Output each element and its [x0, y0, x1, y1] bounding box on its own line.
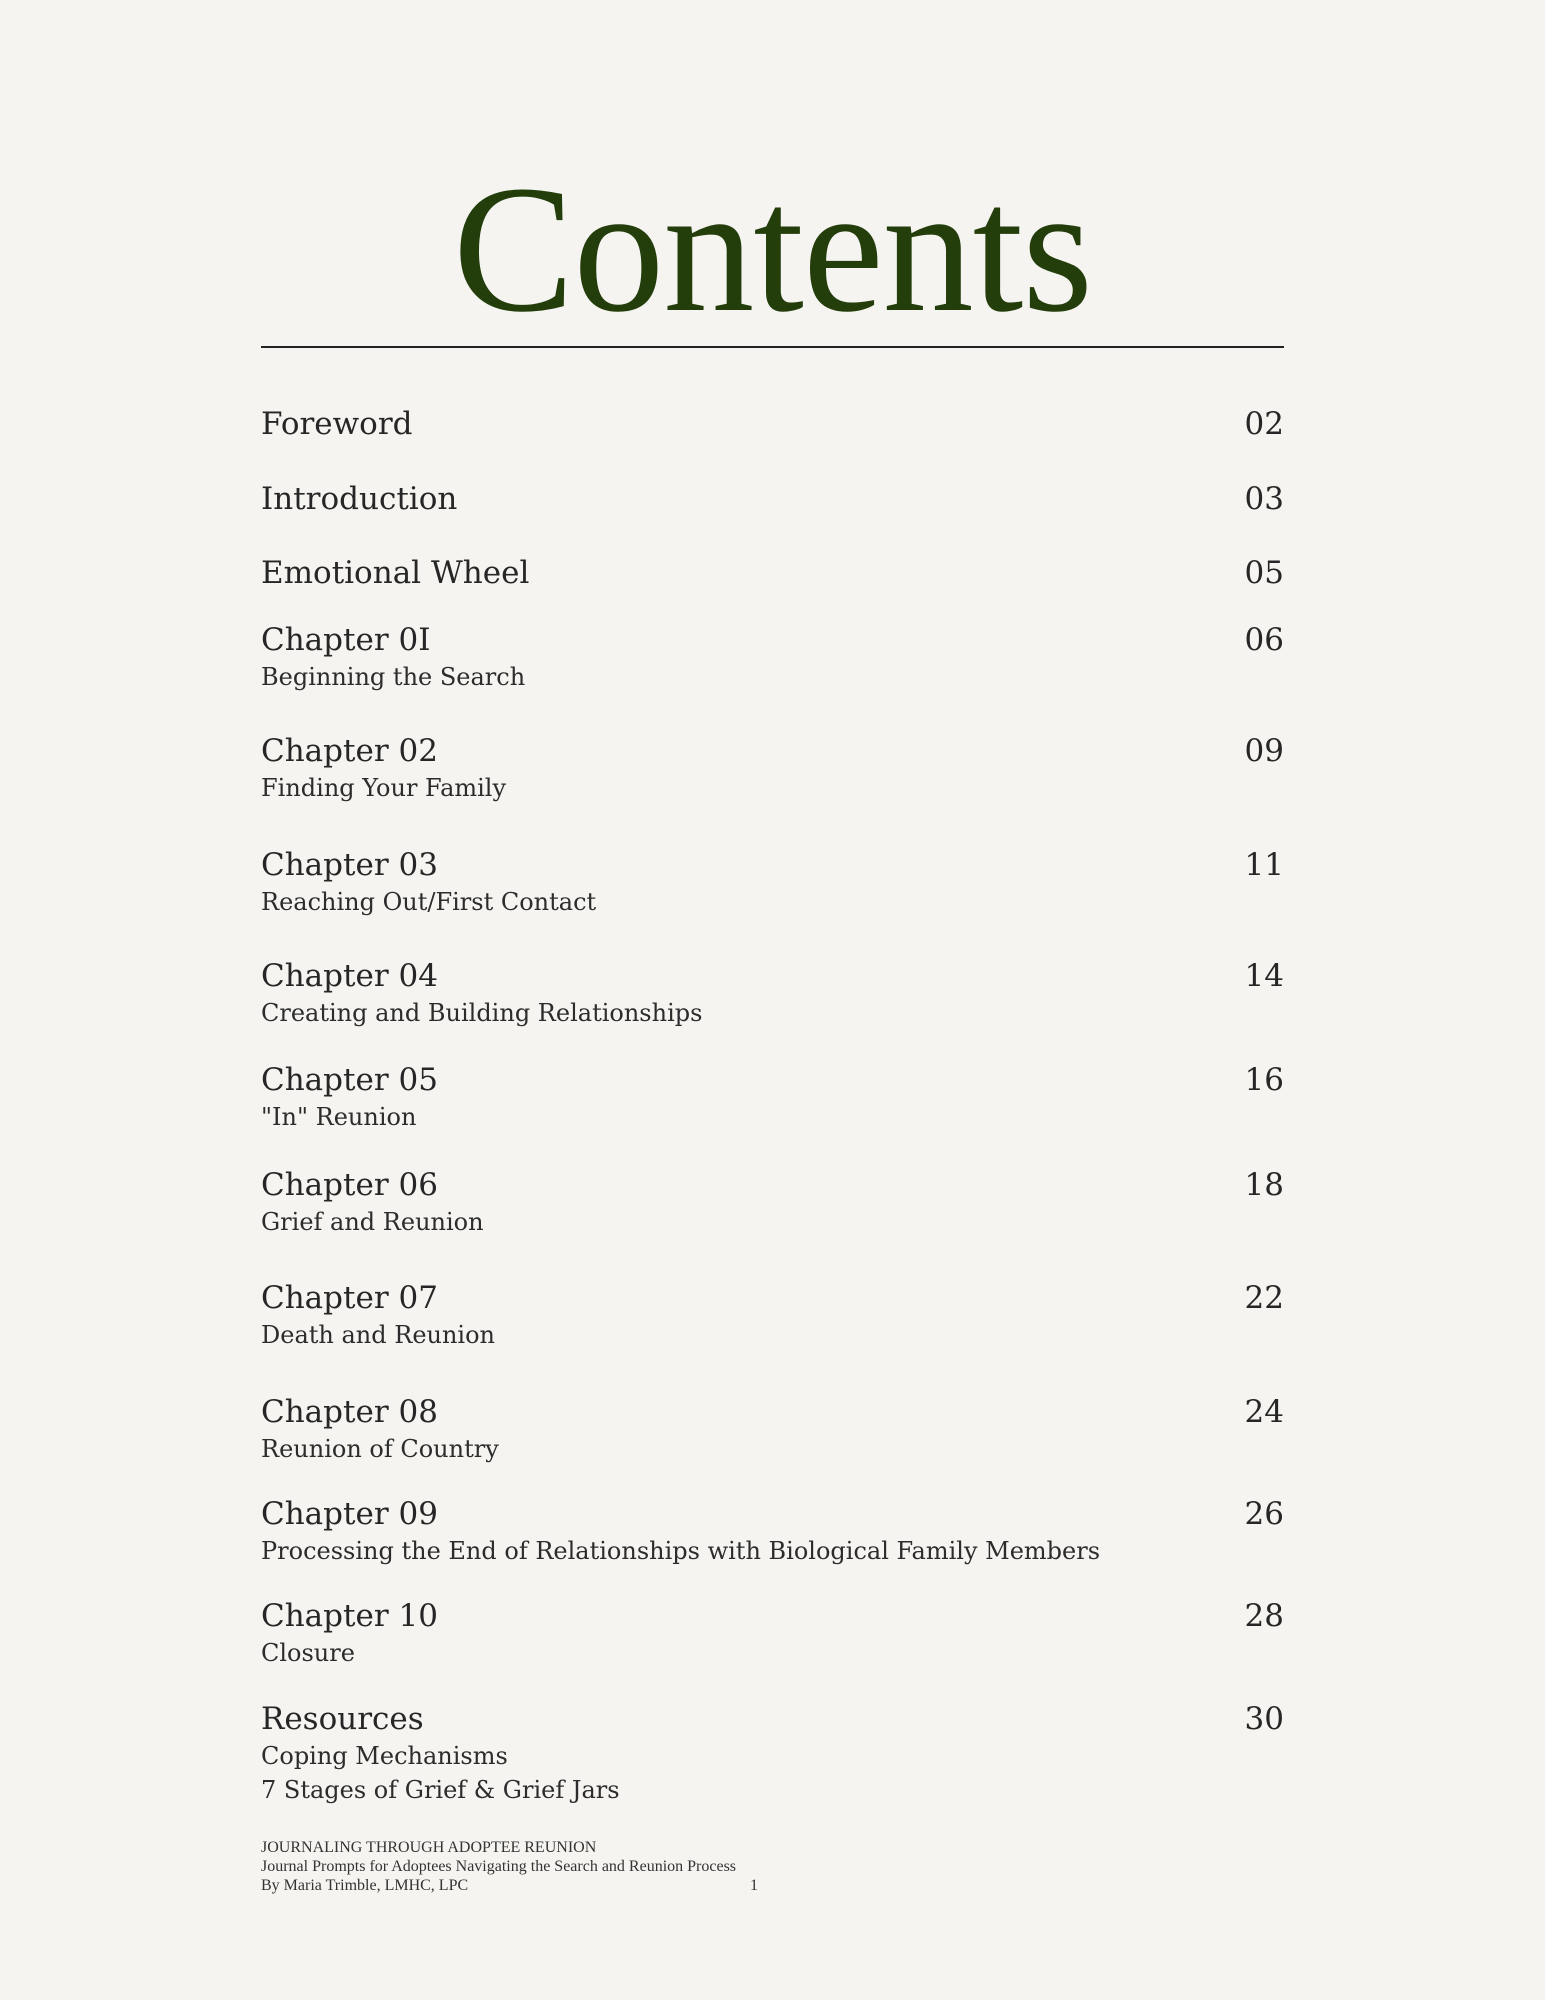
toc-entry-title: Chapter 03 — [261, 847, 438, 883]
toc-entry — [261, 620, 1284, 694]
toc-entry-title: Chapter 07 — [261, 1280, 438, 1316]
toc-entry — [261, 845, 1284, 919]
toc-entry-page-number: 11 — [1244, 847, 1284, 883]
toc-entry-page-number: 03 — [1244, 481, 1284, 517]
page-number: 1 — [750, 1877, 758, 1894]
toc-entry-subtitle: Closure — [261, 1639, 355, 1667]
toc-entry — [261, 1278, 1284, 1352]
toc-entry — [261, 1165, 1284, 1239]
toc-entry — [261, 1596, 1284, 1670]
table-of-contents — [261, 0, 1284, 1850]
toc-entry-subtitle: Creating and Building Relationships — [261, 999, 703, 1027]
toc-entry-title: Resources — [261, 1701, 424, 1737]
toc-entry — [261, 404, 1284, 444]
toc-entry-page-number: 09 — [1244, 733, 1284, 769]
toc-entry-subtitle: Beginning the Search — [261, 663, 526, 691]
toc-entry-page-number: 30 — [1244, 1701, 1284, 1737]
page-title: Contents — [452, 149, 1093, 350]
footer-book-title: JOURNALING THROUGH ADOPTEE REUNION — [261, 1839, 597, 1856]
toc-entry-subtitle: "In" Reunion — [261, 1103, 417, 1131]
toc-entry-subtitle: 7 Stages of Grief & Grief Jars — [261, 1776, 620, 1804]
toc-entry-title: Chapter 04 — [261, 958, 438, 994]
toc-entry-page-number: 02 — [1244, 406, 1284, 442]
toc-entry-title: Chapter 0I — [261, 622, 431, 658]
toc-entry-subtitle: Death and Reunion — [261, 1321, 496, 1349]
toc-entry-title: Chapter 05 — [261, 1062, 438, 1098]
toc-entry-subtitle: Reaching Out/First Contact — [261, 888, 597, 916]
toc-entry-subtitle: Grief and Reunion — [261, 1208, 484, 1236]
toc-entry-page-number: 16 — [1244, 1062, 1284, 1098]
toc-entry — [261, 1699, 1284, 1807]
toc-entry-page-number: 06 — [1244, 622, 1284, 658]
toc-entry-page-number: 26 — [1244, 1496, 1284, 1532]
toc-entry-title: Emotional Wheel — [261, 555, 530, 591]
toc-entry-title: Chapter 08 — [261, 1394, 438, 1430]
toc-entry-page-number: 18 — [1244, 1167, 1284, 1203]
toc-entry — [261, 1494, 1284, 1568]
toc-entry — [261, 479, 1284, 519]
toc-entry-subtitle: Processing the End of Relationships with Biological Family Members — [261, 1537, 1101, 1565]
toc-entry-page-number: 22 — [1244, 1280, 1284, 1316]
toc-entry — [261, 1060, 1284, 1134]
toc-entry — [261, 731, 1284, 805]
toc-entry-title: Chapter 02 — [261, 733, 438, 769]
footer-book-subtitle: Journal Prompts for Adoptees Navigating the Search and Reunion Process — [261, 1858, 737, 1875]
toc-entry-page-number: 05 — [1244, 555, 1284, 591]
toc-entry-subtitle: Finding Your Family — [261, 774, 507, 802]
footer — [261, 1838, 861, 1895]
toc-entry-title: Chapter 09 — [261, 1496, 438, 1532]
toc-entry — [261, 553, 1284, 593]
toc-entry-subtitle: Coping Mechanisms — [261, 1742, 508, 1770]
toc-entry-page-number: 28 — [1244, 1598, 1284, 1634]
footer-author: By Maria Trimble, LMHC, LPC — [261, 1877, 469, 1894]
toc-entry-page-number: 24 — [1244, 1394, 1284, 1430]
toc-entry-title: Introduction — [261, 481, 458, 517]
toc-entry-title: Chapter 06 — [261, 1167, 438, 1203]
toc-entry-page-number: 14 — [1244, 958, 1284, 994]
toc-entry-title: Chapter 10 — [261, 1598, 438, 1634]
toc-entry — [261, 1392, 1284, 1466]
toc-entry-title: Foreword — [261, 406, 413, 442]
toc-entry — [261, 956, 1284, 1030]
toc-entry-subtitle: Reunion of Country — [261, 1435, 499, 1463]
